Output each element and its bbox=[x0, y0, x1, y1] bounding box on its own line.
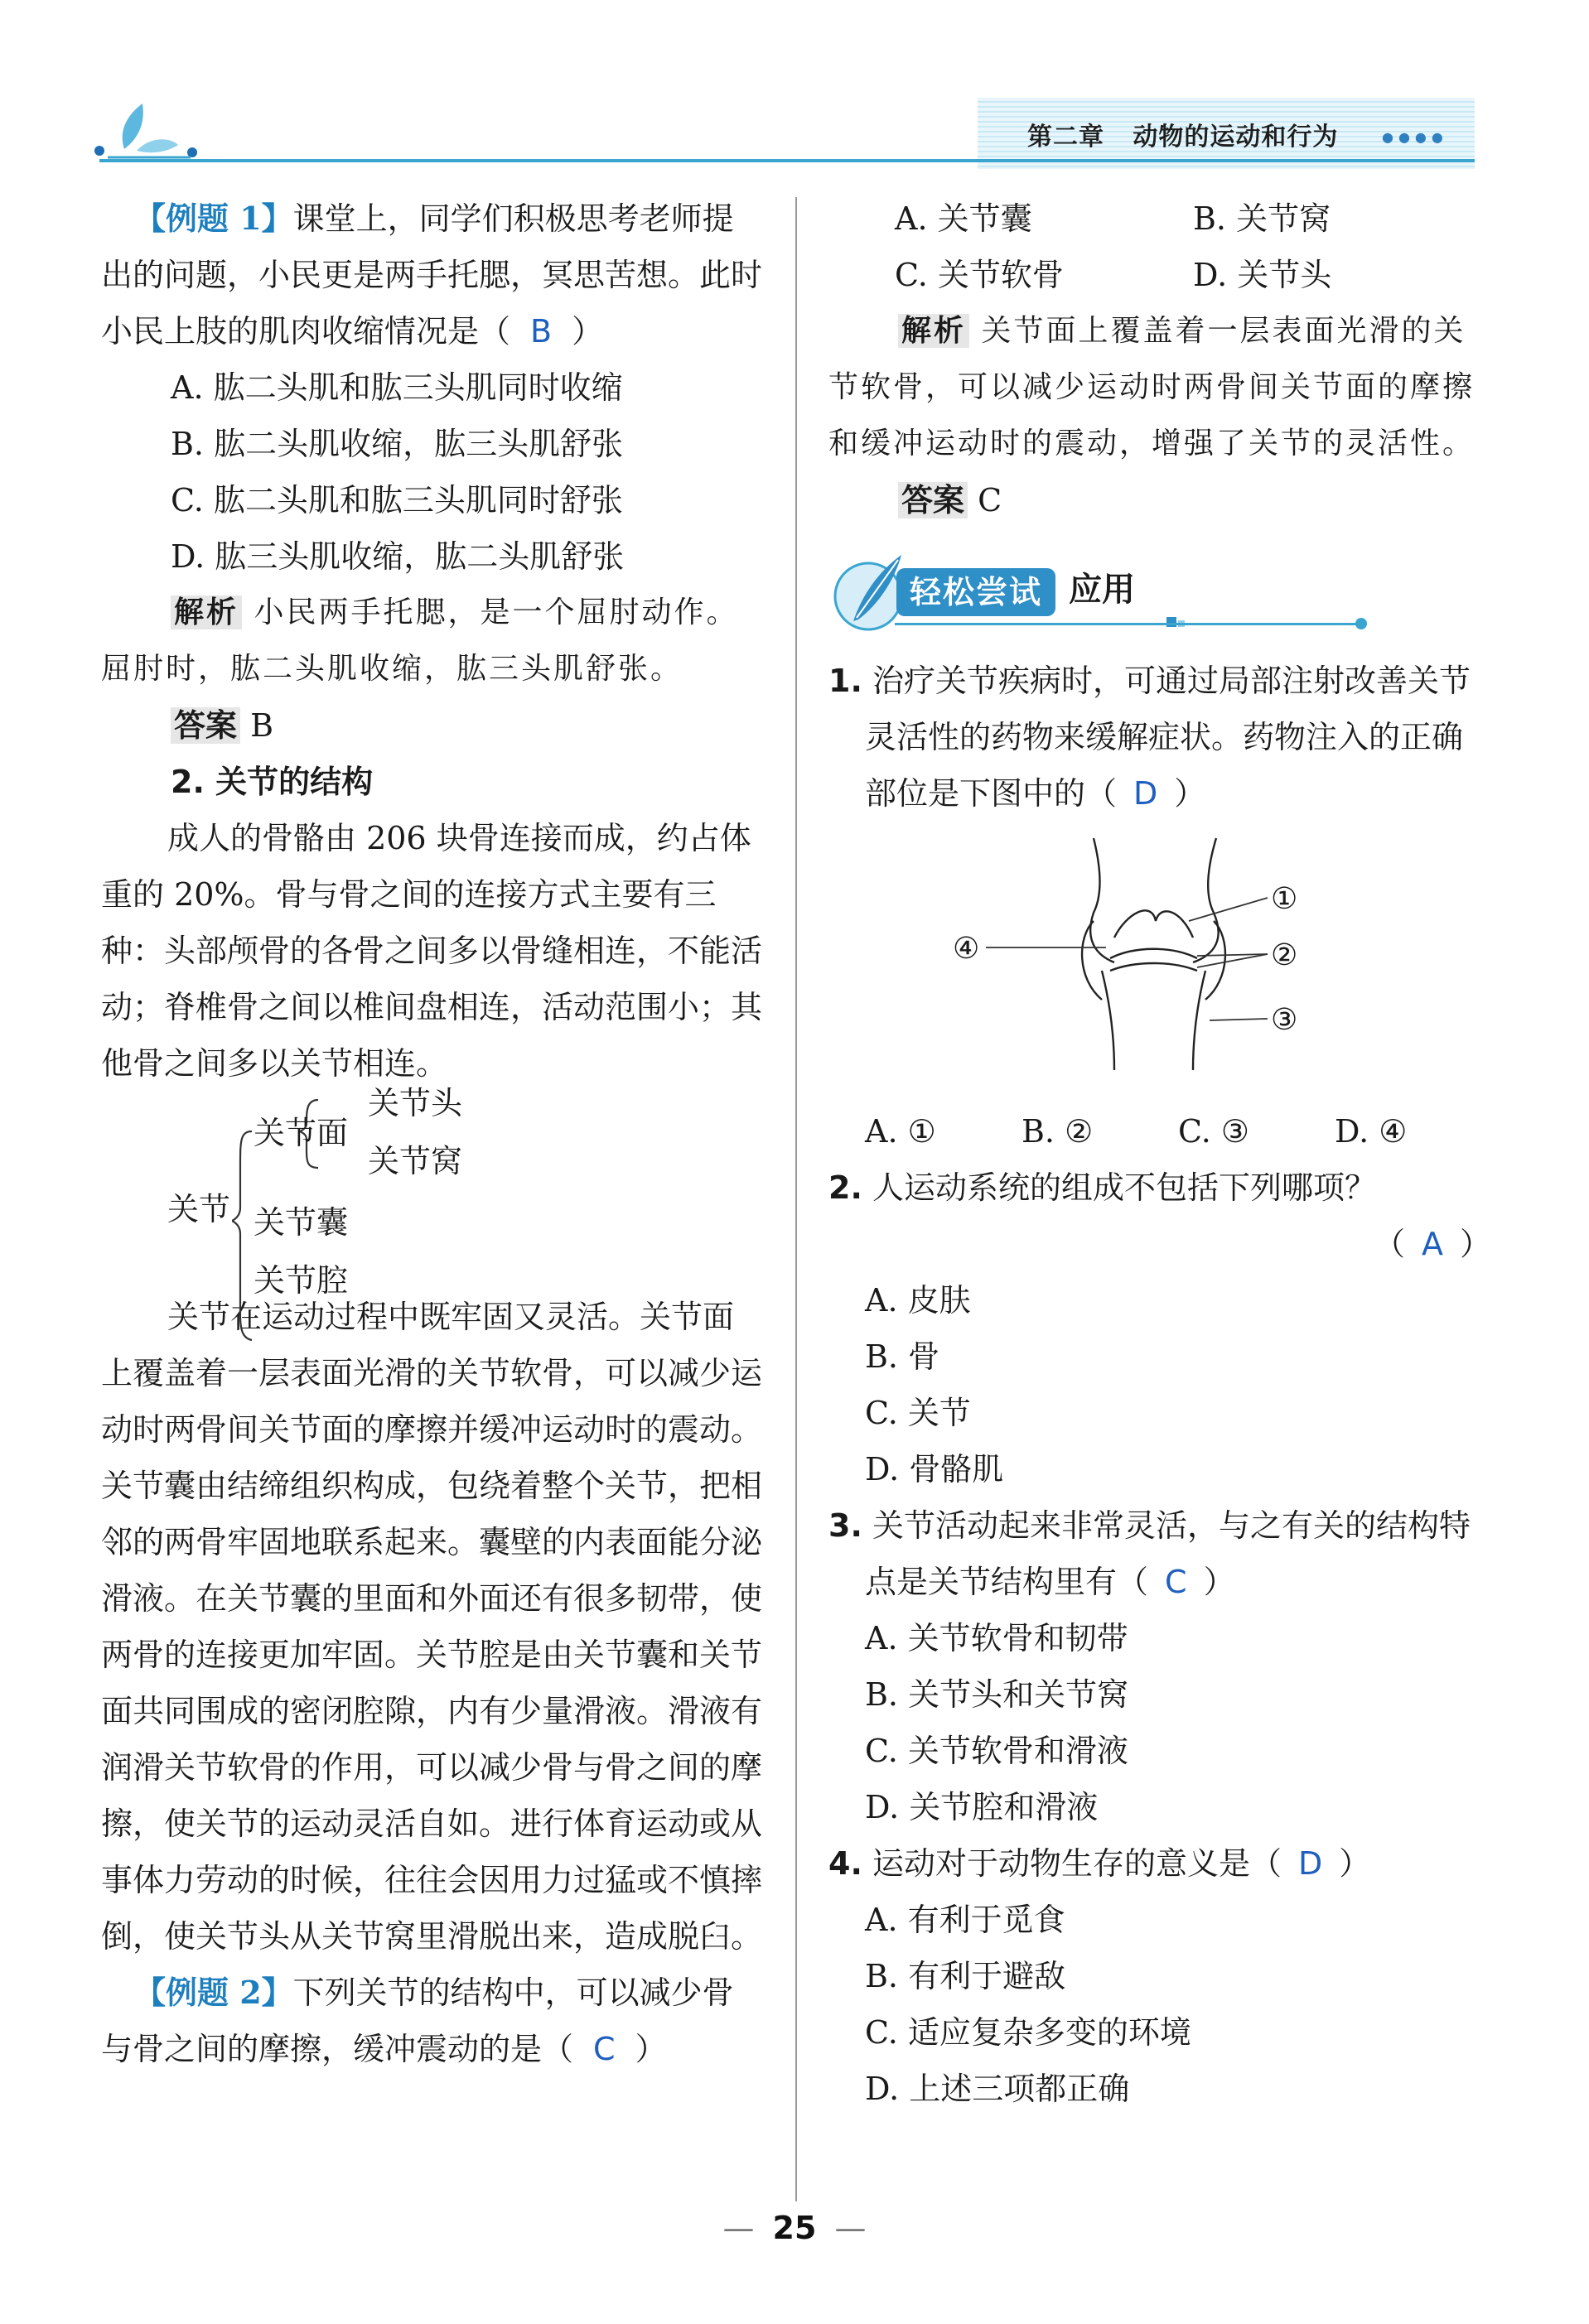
example-2-answer: C bbox=[593, 2031, 616, 2067]
question-2-answer-line: （ A ） bbox=[1373, 1226, 1491, 1262]
example-2-options-row bbox=[828, 247, 1491, 303]
tree-head: 关节头 bbox=[368, 1085, 463, 1121]
question-1-option: C. ③ bbox=[1178, 1113, 1249, 1150]
joint-paragraph: 关节在运动过程中既牢固又灵活。关节面上覆盖着一层表面光滑的关节软骨，可以减少运动时两骨间关节面的摩擦并缓冲运动时的震动。关节囊由结缔组织构成，包绕着整个关节，把相邻的两骨牢固地联系起来。囊壁的内表面能分泌滑液。在关节囊的里面和外面还有很多韧带，使两骨的连接更加牢固。关节腔是由关节囊和关节面共同围成的密闭腔隙，内有少量滑液。滑液有润滑关节软骨的作用，可以减少骨与骨之间的摩擦，使关节的运动灵活自如。进行体育运动或从事体力劳动的时候，往往会因用力过猛或不慎摔倒，使关节头从关节窝里滑脱出来，造成脱臼。 bbox=[101, 1299, 763, 1955]
fig-label-4: ④ bbox=[953, 932, 980, 966]
section-2-paragraph: 成人的骨骼由 206 块骨连接而成，约占体重的 20%。骨与骨之间的连接方式主要有三种：头部颅骨的各骨之间多以骨缝相连，不能活动；脊椎骨之间以椎间盘相连，活动范围小；其他骨之间多以关节相连。 bbox=[101, 820, 763, 1082]
fig-label-2: ② bbox=[1271, 938, 1298, 972]
question-3-option: B. 关节头和关节窝 bbox=[865, 1676, 1129, 1713]
section-underline bbox=[895, 623, 1359, 625]
question-1-options bbox=[828, 1103, 1491, 1160]
question-1-option: B. ② bbox=[1022, 1113, 1094, 1150]
example-1-question: 【例题 1】课堂上，同学们积极思考老师提出的问题，小民更是两手托腮，冥思苦想。此时小民上肢的肌肉收缩情况是（ B ） bbox=[101, 200, 763, 350]
section-title-main: 轻松尝试 bbox=[910, 574, 1043, 610]
example-2-option: B. 关节窝 bbox=[1193, 200, 1331, 237]
header-rule bbox=[99, 159, 1475, 162]
question-1-option: D. ④ bbox=[1335, 1113, 1408, 1150]
tree-cavity: 关节腔 bbox=[254, 1262, 349, 1299]
example-1-answer: B bbox=[530, 313, 553, 350]
example-2-question: 【例题 2】下列关节的结构中，可以减少骨与骨之间的摩擦，缓冲震动的是（ C ） bbox=[101, 1974, 734, 2067]
header-dots: ●●●● bbox=[1382, 129, 1448, 145]
left-column bbox=[101, 190, 764, 2077]
question-3-option: D. 关节腔和滑液 bbox=[865, 1789, 1099, 1825]
example-2-tag: 【例题 2】 bbox=[134, 1974, 293, 2011]
knee-joint-diagram bbox=[828, 822, 1491, 1103]
analysis-tag: 解析 bbox=[171, 595, 242, 629]
question-3-option: C. 关节软骨和滑液 bbox=[865, 1733, 1128, 1769]
key-tag: 答案 bbox=[898, 482, 968, 518]
example-2-option: C. 关节软骨 bbox=[895, 257, 1064, 293]
question-1: 1. 治疗关节疾病时，可通过局部注射改善关节灵活性的药物来缓解症状。药物注入的正确部位是下图中的（ D ） bbox=[828, 663, 1471, 812]
section-banner bbox=[828, 528, 1491, 644]
example-1-option: B. 肱二头肌收缩，肱三头肌舒张 bbox=[171, 426, 624, 462]
question-3-answer: C bbox=[1165, 1564, 1187, 1600]
chapter-title: 第二章 动物的运动和行为 bbox=[1027, 123, 1339, 152]
example-1-option: D. 肱三头肌收缩，肱二头肌舒张 bbox=[171, 538, 625, 575]
right-column bbox=[828, 190, 1491, 2117]
question-1-answer: D bbox=[1133, 775, 1158, 812]
example-1-option: C. 肱二头肌和肱三头肌同时舒张 bbox=[171, 482, 623, 518]
tree-root: 关节 bbox=[167, 1191, 231, 1227]
question-2-answer: A bbox=[1421, 1226, 1443, 1262]
question-2: 2. 人运动系统的组成不包括下列哪项？ bbox=[828, 1169, 1376, 1206]
section-2-title: 2. 关节的结构 bbox=[171, 764, 374, 800]
question-2-option: D. 骨骼肌 bbox=[865, 1451, 1004, 1487]
page-number: — 25 — bbox=[722, 2210, 867, 2246]
question-4-option: D. 上述三项都正确 bbox=[865, 2071, 1130, 2107]
question-3-option: A. 关节软骨和韧带 bbox=[865, 1620, 1128, 1656]
tree-capsule: 关节囊 bbox=[254, 1204, 349, 1241]
page-header bbox=[0, 0, 1589, 174]
section-title-suffix: 应用 bbox=[1069, 571, 1135, 609]
example-2-key: 答案 C bbox=[828, 472, 1491, 528]
question-4-option: C. 适应复杂多变的环境 bbox=[865, 2014, 1191, 2051]
question-4: 4. 运动对于动物生存的意义是（ D ） bbox=[828, 1845, 1371, 1882]
question-4-option: B. 有利于避敌 bbox=[865, 1958, 1066, 1994]
question-1-option: A. ① bbox=[865, 1113, 936, 1150]
section-title-squares bbox=[1166, 588, 1185, 644]
section-underline-dot bbox=[1355, 618, 1367, 629]
example-1-analysis: 解析 小民两手托腮，是一个屈肘动作。屈肘时，肱二头肌收缩，肱三头肌舒张。 bbox=[101, 595, 739, 686]
example-2-analysis: 解析 关节面上覆盖着一层表面光滑的关节软骨，可以减少运动时两骨间关节面的摩擦和缓冲运动时的震动，增强了关节的灵活性。 bbox=[828, 314, 1476, 460]
fig-label-1: ① bbox=[1271, 882, 1298, 916]
knee-joint-figure bbox=[828, 822, 1491, 1103]
question-4-answer: D bbox=[1298, 1845, 1323, 1882]
question-2-option: B. 骨 bbox=[865, 1338, 940, 1375]
question-4-option: A. 有利于觅食 bbox=[865, 1902, 1065, 1938]
section-title-box bbox=[896, 568, 1055, 616]
example-2-option: A. 关节囊 bbox=[895, 200, 1032, 237]
leaf-logo-icon bbox=[91, 99, 215, 166]
fig-label-3: ③ bbox=[1271, 1003, 1298, 1037]
tree-socket: 关节窝 bbox=[368, 1143, 463, 1179]
key-tag: 答案 bbox=[171, 707, 240, 744]
example-1-key: 答案 B bbox=[101, 697, 764, 754]
joint-structure-tree bbox=[101, 1085, 764, 1348]
analysis-tag: 解析 bbox=[898, 314, 969, 348]
example-1-tag: 【例题 1】 bbox=[134, 200, 293, 237]
tree-surface: 关节面 bbox=[254, 1115, 349, 1151]
question-2-option: C. 关节 bbox=[865, 1395, 971, 1431]
question-2-option: A. 皮肤 bbox=[865, 1282, 971, 1319]
example-2-options-row bbox=[828, 190, 1491, 247]
example-1-option: A. 肱二头肌和肱三头肌同时收缩 bbox=[171, 369, 623, 406]
question-3: 3. 关节活动起来非常灵活，与之有关的结构特点是关节结构里有（ C ） bbox=[828, 1507, 1471, 1600]
column-divider bbox=[795, 197, 797, 2201]
example-2-option: D. 关节头 bbox=[1193, 257, 1332, 293]
